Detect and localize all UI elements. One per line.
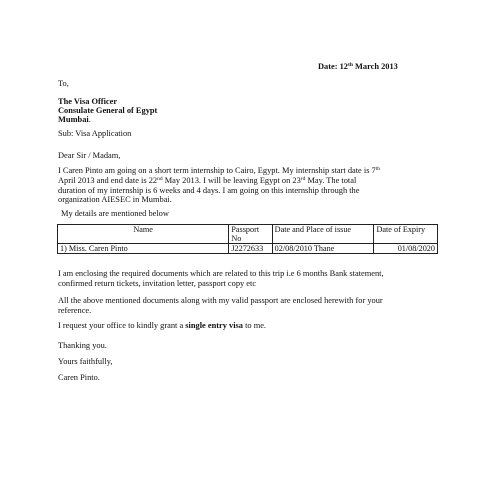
recipient-city: Mumbai.: [58, 115, 91, 125]
table-header-row: [58, 225, 438, 244]
addressee-to: To,: [58, 79, 69, 88]
intro-line-2: April 2013 and end date is 22nd May 2013. I will be leaving Egypt on 23rd May. The total: [58, 175, 357, 185]
documents-line-1: I am enclosing the required documents which are related to this trip i.e 6 months Bank statement,: [58, 269, 384, 278]
enclosed-line-1: All the above mentioned documents along with my valid passport are enclosed herewith for your: [58, 296, 383, 305]
letter-date: Date: 12th March 2013: [318, 62, 398, 71]
closing-line: Yours faithfully,: [58, 357, 113, 366]
recipient-office: Consulate General of Egypt: [58, 106, 158, 116]
request-paragraph: I request your office to kindly grant a single entry visa to me.: [58, 321, 267, 330]
documents-line-2: confirmed return tickets, invitation letter, passport copy etc: [58, 278, 257, 288]
table-row: [58, 244, 438, 254]
salutation: Dear Sir / Madam,: [58, 151, 121, 160]
intro-line-3: duration of my internship is 6 weeks and 4 days. I am going on this internship through the: [58, 185, 360, 195]
details-intro: My details are mentioned below: [61, 209, 169, 218]
recipient-title: The Visa Officer: [58, 97, 118, 106]
intro-paragraph: [58, 166, 380, 205]
visa-type: single entry visa: [185, 321, 243, 330]
intro-line-1: I Caren Pinto am going on a short term internship to Cairo, Egypt. My internship start date is 7th: [58, 166, 381, 175]
intro-line-4: organization AIESEC in Mumbai.: [58, 195, 172, 205]
cell-date-place: 02/08/2010 Thane: [272, 244, 374, 254]
enclosed-paragraph: [58, 296, 383, 316]
header-expiry: Date of Expiry: [374, 225, 438, 244]
cell-passport: J2272633: [229, 244, 272, 254]
signature-name: Caren Pinto.: [58, 373, 100, 382]
header-name: Name: [58, 225, 229, 244]
recipient-address: [58, 97, 157, 125]
header-date-place: Date and Place of issue: [272, 225, 374, 244]
cell-name: 1) Miss. Caren Pinto: [58, 244, 229, 254]
documents-paragraph: [58, 269, 384, 289]
thanks-line: Thanking you.: [58, 341, 107, 350]
header-passport: Passport No: [229, 225, 272, 244]
subject-line: Sub: Visa Application: [58, 129, 132, 138]
applicant-details-table: [57, 224, 438, 254]
enclosed-line-2: reference.: [58, 305, 92, 315]
cell-expiry: 01/08/2020: [374, 244, 438, 254]
